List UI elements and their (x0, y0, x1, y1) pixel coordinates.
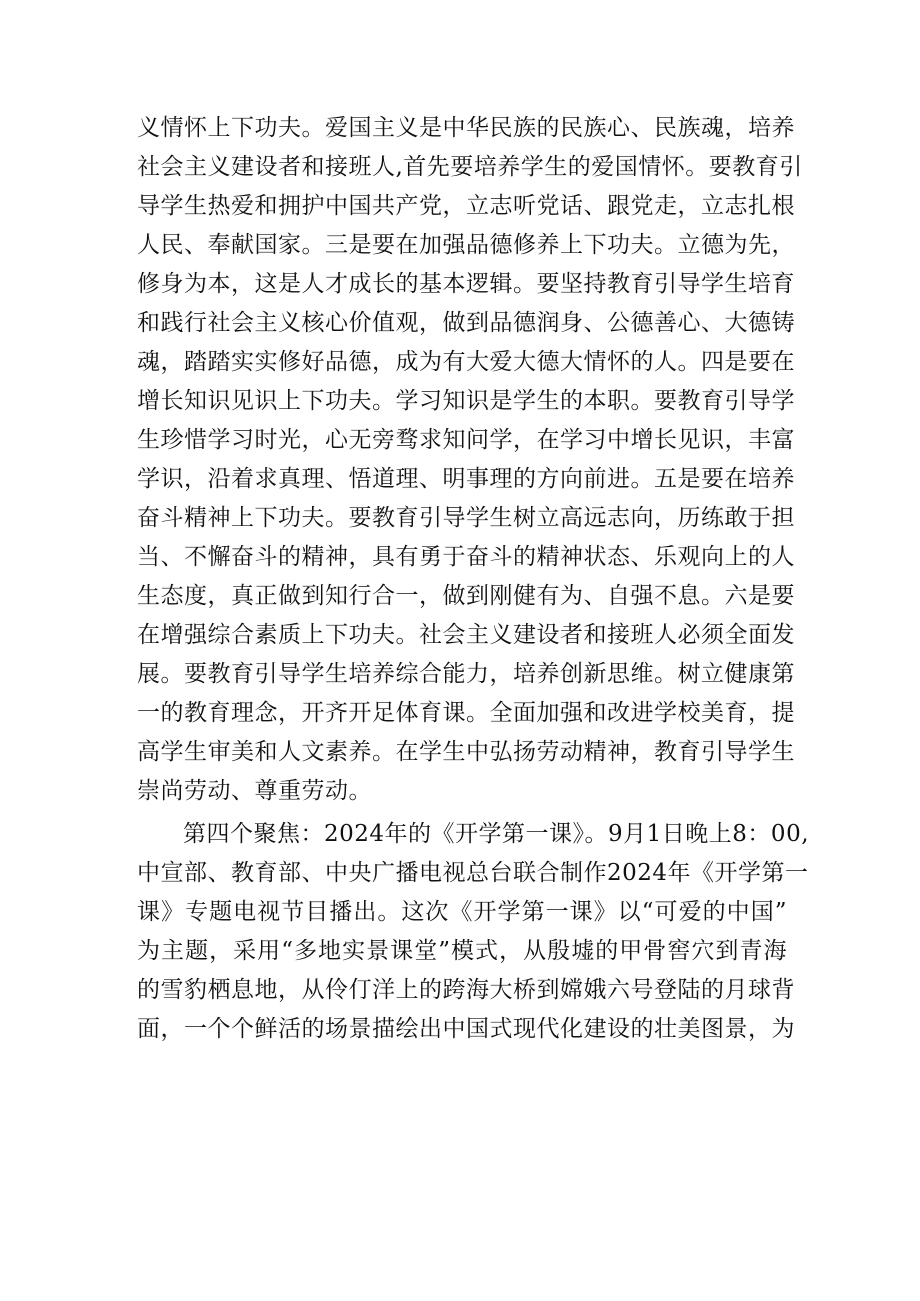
text-line: 面，一个个鲜活的场景描绘出中国式现代化建设的壮美图景，为 (137, 1016, 795, 1042)
text-line: 义情怀上下功夫。爱国主义是中华民族的民族心、民族魂，培养 (137, 115, 795, 141)
text-line: 中宣部、教育部、中央广播电视总台联合制作2024年《开学第一 (137, 860, 809, 886)
text-line: 第四个聚焦：2024年的《开学第一课》。9月1日晚上8：00, (183, 821, 810, 847)
text-line: 在增强综合素质上下功夫。社会主义建设者和接班人必须全面发 (137, 622, 795, 648)
text-line: 增长知识见识上下功夫。学习知识是学生的本职。要教育引导学 (137, 388, 795, 414)
text-line: 人民、奉献国家。三是要在加强品德修养上下功夫。立德为先， (137, 232, 795, 258)
paragraph-1 (137, 109, 803, 811)
text-line: 课》专题电视节目播出。这次《开学第一课》以“可爱的中国” (137, 899, 787, 925)
text-line: 生珍惜学习时光，心无旁骛求知问学，在学习中增长见识，丰富 (137, 427, 795, 453)
text-line: 一的教育理念，开齐开足体育课。全面加强和改进学校美育，提 (137, 700, 795, 726)
text-line: 导学生热爱和拥护中国共产党，立志听党话、跟党走，立志扎根 (137, 193, 795, 219)
paragraph-2 (137, 815, 810, 1049)
text-line: 魂，踏踏实实修好品德，成为有大爱大德大情怀的人。四是要在 (137, 349, 795, 375)
text-line: 高学生审美和人文素养。在学生中弘扬劳动精神，教育引导学生 (137, 739, 795, 765)
text-line: 奋斗精神上下功夫。要教育引导学生树立高远志向，历练敢于担 (137, 505, 795, 531)
text-line: 学识，沿着求真理、悟道理、明事理的方向前进。五是要在培养 (137, 466, 795, 492)
document-body (137, 109, 810, 1049)
text-line: 社会主义建设者和接班人,首先要培养学生的爱国情怀。要教育引 (137, 154, 803, 180)
text-line: 崇尚劳动、尊重劳动。 (137, 778, 372, 804)
text-line: 当、不懈奋斗的精神，具有勇于奋斗的精神状态、乐观向上的人 (137, 544, 795, 570)
text-line: 展。要教育引导学生培养综合能力，培养创新思维。树立健康第 (137, 661, 795, 687)
text-line: 修身为本，这是人才成长的基本逻辑。要坚持教育引导学生培育 (137, 271, 795, 297)
text-line: 和践行社会主义核心价值观，做到品德润身、公德善心、大德铸 (137, 310, 795, 336)
text-line: 为主题，采用“多地实景课堂”模式，从殷墟的甲骨窖穴到青海 (137, 938, 787, 964)
text-line: 生态度，真正做到知行合一，做到刚健有为、自强不息。六是要 (137, 583, 795, 609)
text-line: 的雪豹栖息地，从伶仃洋上的跨海大桥到嫦娥六号登陆的月球背 (137, 977, 795, 1003)
